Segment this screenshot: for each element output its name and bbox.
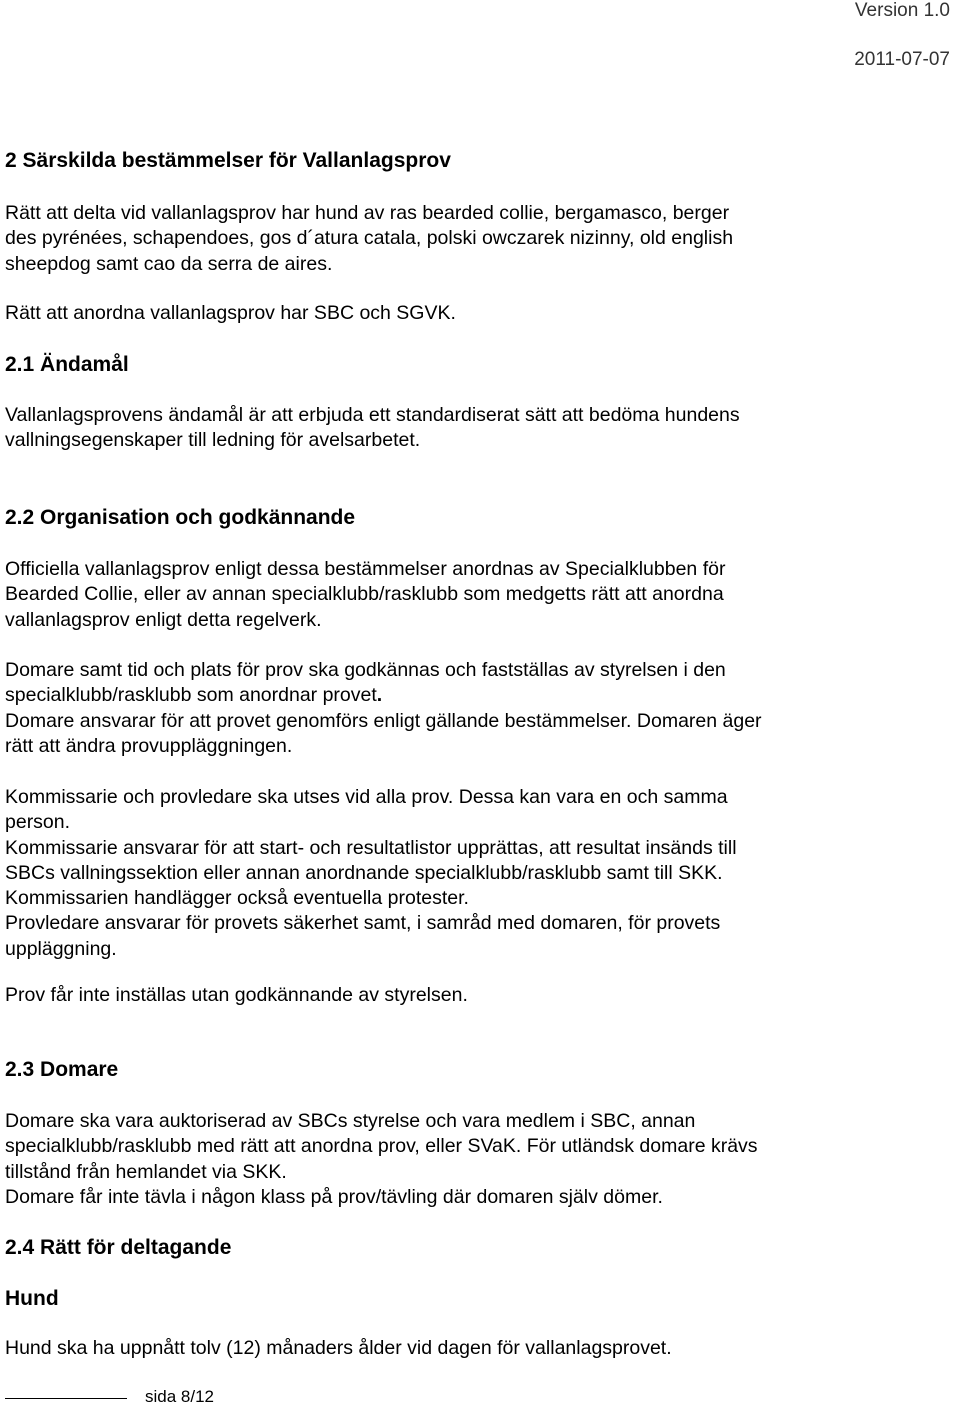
text-line: specialklubb/rasklubb med rätt att anordna prov, eller SVaK. För utländsk domare krävs [5, 1135, 758, 1158]
text-line: des pyrénées, schapendoes, gos d´atura catala, polski owczarek nizinny, old english [5, 227, 734, 250]
text-line: Kommissarie och provledare ska utses vid alla prov. Dessa kan vara en och samma [5, 786, 728, 808]
text-line: Provledare ansvarar för provets säkerhet samt, i samråd med domaren, för provets [5, 912, 721, 935]
dog-subheading: Hund [5, 1287, 59, 1310]
text-line: Domare samt tid och plats för prov ska godkännas och fastställas av styrelsen i den [5, 659, 726, 681]
text-line: sheepdog samt cao da serra de aires. [5, 252, 333, 275]
text-line: Bearded Collie, eller av annan specialklubb/rasklubb som medgetts rätt att anordna [5, 583, 724, 606]
text-line: Officiella vallanlagsprov enligt dessa bestämmelser anordnas av Specialklubben för [5, 558, 726, 580]
commissioner-paragraph [5, 785, 737, 962]
version-label: Version 1.0 [854, 0, 950, 21]
section-2-2-heading: 2.2 Organisation och godkännande [5, 506, 356, 529]
judge-paragraph [5, 1109, 758, 1210]
text-line: vallanlagsprov enligt detta regelverk. [5, 608, 322, 631]
page-number: sida 8/12 [145, 1387, 214, 1406]
dog-age-paragraph: Hund ska ha uppnått tolv (12) månaders ålder vid dagen för vallanlagsprovet. [5, 1337, 672, 1359]
text-line: tillstånd från hemlandet via SKK. [5, 1160, 287, 1183]
text-line: vallningsegenskaper till ledning för avelsarbetet. [5, 429, 421, 452]
footer-rule [5, 1398, 127, 1399]
section-2-1-heading: 2.1 Ändamål [5, 353, 129, 376]
cancellation-paragraph: Prov får inte inställas utan godkännande av styrelsen. [5, 984, 468, 1006]
text-line: SBCs vallningssektion eller annan anordnande specialklubb/rasklubb samt till SKK. [5, 861, 723, 884]
text-line: Kommissarien handlägger också eventuella protester. [5, 887, 469, 910]
section-2-3-heading: 2.3 Domare [5, 1058, 119, 1081]
judge-approval-paragraph [5, 658, 762, 759]
text-line: uppläggning. [5, 937, 117, 960]
section-2-heading: 2 Särskilda bestämmelser för Vallanlagsprov [5, 149, 451, 172]
bold-period: . [376, 684, 383, 707]
section-2-4-heading: 2.4 Rätt för deltagande [5, 1236, 232, 1259]
text-line: Kommissarie ansvarar för att start- och resultatlistor upprättas, att resultat insänds till [5, 836, 737, 859]
organizer-paragraph: Rätt att anordna vallanlagsprov har SBC och SGVK. [5, 302, 456, 324]
text-line: Vallanlagsprovens ändamål är att erbjuda ett standardiserat sätt att bedöma hundens [5, 404, 740, 426]
text-line: Domare får inte tävla i någon klass på prov/tävling där domaren själv dömer. [5, 1185, 663, 1208]
purpose-paragraph [5, 403, 740, 454]
document-date: 2011-07-07 [854, 49, 950, 70]
text-line: person. [5, 811, 71, 834]
text-line: specialklubb/rasklubb som anordnar provet [5, 684, 377, 707]
organisation-paragraph [5, 557, 725, 633]
text-line: Domare ansvarar för att provet genomförs enligt gällande bestämmelser. Domaren äger [5, 709, 762, 732]
eligibility-paragraph [5, 201, 733, 277]
text-line: Rätt att delta vid vallanlagsprov har hund av ras bearded collie, bergamasco, berger [5, 202, 730, 224]
text-line: rätt att ändra provuppläggningen. [5, 734, 293, 757]
text-line: Domare ska vara auktoriserad av SBCs styrelse och vara medlem i SBC, annan [5, 1110, 696, 1132]
